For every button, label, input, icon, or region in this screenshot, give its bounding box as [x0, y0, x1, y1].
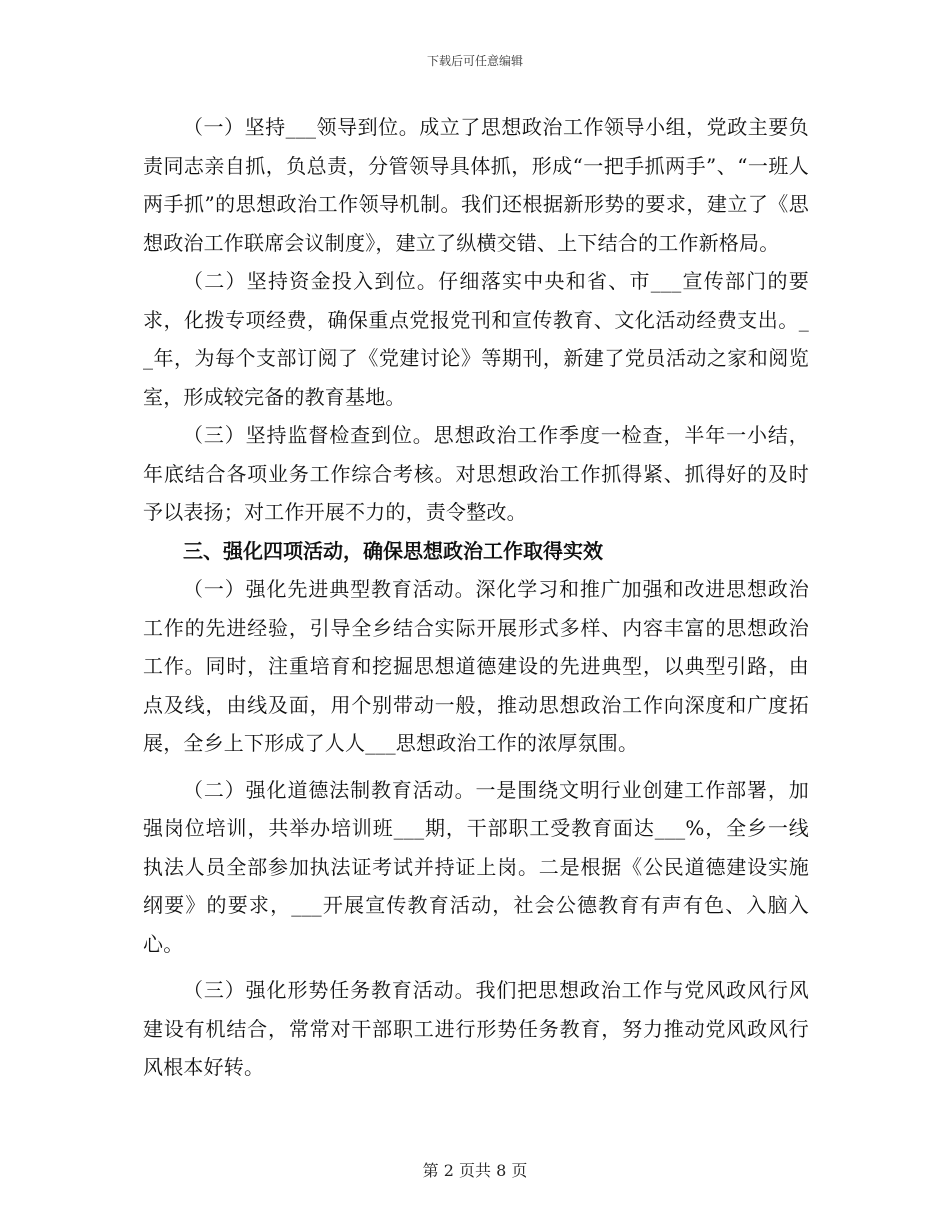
- paragraph-model-education: （一）强化先进典型教育活动。深化学习和推广加强和改进思想政治工作的先进经验，引导全乡结合实际开展形式多样、内容丰富的思想政治工作。同时，注重培育和挖掘思想道德建设的先进典型，以典型引路，由点及线，由线及面，用个别带动一般，推动思想政治工作向深度和广度拓展，全乡上下形成了人人___思想政治工作的浓厚氛围。: [143, 577, 809, 755]
- paragraph-moral-legal-education: （二）强化道德法制教育活动。一是围绕文明行业创建工作部署，加强岗位培训，共举办培训班___期，干部职工受教育面达___%，全乡一线执法人员全部参加执法证考试并持证上岗。二是根据《公民道德建设实施纲要》的要求，___开展宣传教育活动，社会公德教育有声有色、入脑入心。: [143, 777, 809, 956]
- paragraph-funding: （二）坚持资金投入到位。仔细落实中央和省、市___宣传部门的要求，化拨专项经费，确保重点党报党刊和宣传教育、文化活动经费支出。__年，为每个支部订阅了《党建讨论》等期刊，新建了党员活动之家和阅览室，形成较完备的教育基地。: [143, 269, 809, 409]
- section-heading: 三、强化四项活动，确保思想政治工作取得实效: [183, 538, 603, 563]
- paragraph-situation-education: （三）强化形势任务教育活动。我们把思想政治工作与党风政风行风建设有机结合，常常对干部职工进行形势任务教育，努力推动党风政风行风根本好转。: [143, 978, 809, 1079]
- document-body: [143, 108, 809, 1087]
- paragraph-supervision: （三）坚持监督检查到位。思想政治工作季度一检查，半年一小结，年底结合各项业务工作综合考核。对思想政治工作抓得紧、抓得好的及时予以表扬；对工作开展不力的，责令整改。: [143, 423, 809, 524]
- paragraph-leadership: （一）坚持___领导到位。成立了思想政治工作领导小组，党政主要负责同志亲自抓，负总责，分管领导具体抓，形成“一把手抓两手”、“一班人两手抓”的思想政治工作领导机制。我们还根据新形势的要求，建立了《思想政治工作联席会议制度》，建立了纵横交错、上下结合的工作新格局。: [143, 115, 809, 255]
- page-header-note: 下载后可任意编辑: [426, 54, 523, 68]
- page-number: 第 2 页共 8 页: [422, 1161, 528, 1180]
